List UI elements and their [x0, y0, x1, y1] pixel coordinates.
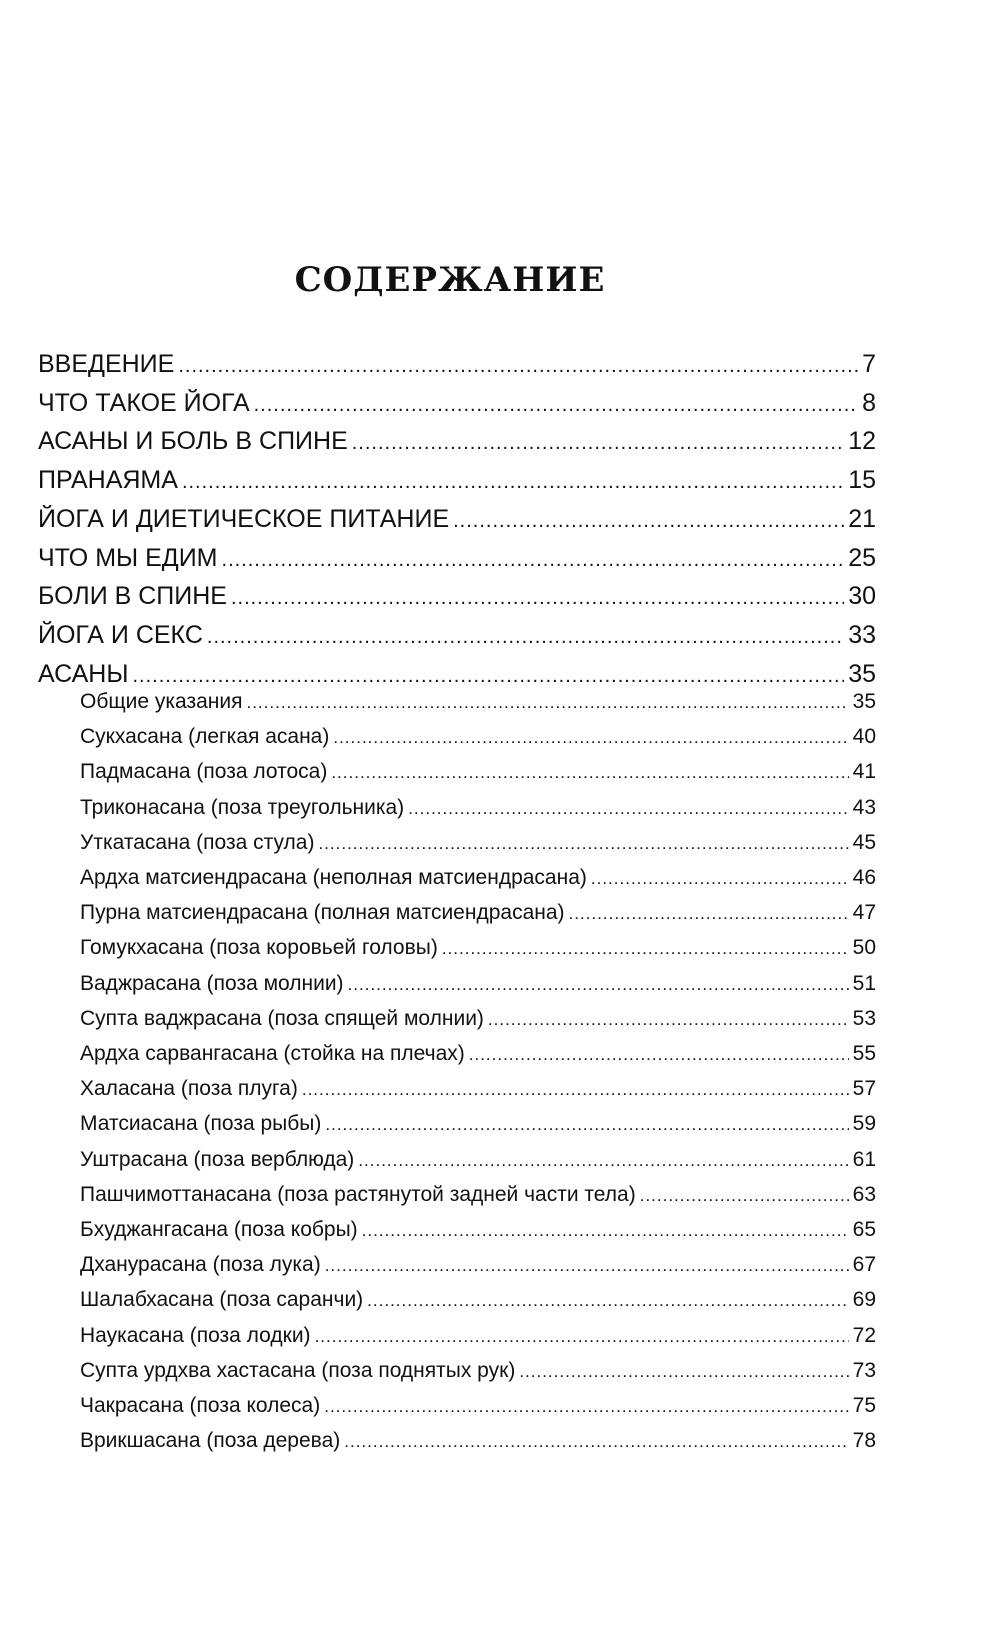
toc-chapter-entry[interactable]	[38, 389, 876, 423]
dot-leader	[348, 972, 849, 996]
dot-leader	[640, 1183, 849, 1207]
dot-leader	[469, 1042, 849, 1066]
toc-entry-label: Супта ваджрасана (поза спящей молнии)	[80, 1006, 484, 1030]
dot-leader	[331, 760, 848, 784]
toc-entry-label: Уштрасана (поза верблюда)	[80, 1147, 355, 1171]
toc-entry-label: Сукхасана (легкая асана)	[80, 725, 330, 749]
toc-entry-label: ВВЕДЕНИЕ	[38, 350, 175, 378]
toc-subsection-entry[interactable]	[80, 1359, 876, 1389]
toc-entry-label: Падмасана (поза лотоса)	[80, 760, 328, 784]
toc-entry-label: Ардха сарвангасана (стойка на плечах)	[80, 1042, 465, 1065]
toc-page-number: 33	[848, 620, 876, 649]
dot-leader	[352, 427, 844, 456]
toc-page-number: 41	[852, 760, 876, 784]
toc-chapter-entry[interactable]	[38, 660, 876, 694]
toc-subsection-entry[interactable]	[80, 1112, 876, 1142]
toc-entry-label: Гомукхасана (поза коровьей головы)	[80, 936, 438, 960]
toc-page-number: 43	[852, 795, 876, 819]
toc-entry-label: ЙОГА И СЕКС	[38, 620, 203, 649]
toc-entry-label: Чакрасана (поза колеса)	[80, 1394, 321, 1417]
toc-chapter-entry[interactable]	[38, 582, 876, 616]
toc-entry-label: ЙОГА И ДИЕТИЧЕСКОЕ ПИТАНИЕ	[38, 504, 450, 533]
dot-leader	[325, 1253, 849, 1277]
toc-entry-label: ПРАНАЯМА	[38, 466, 178, 495]
toc-page-number: 8	[862, 388, 876, 417]
dot-leader	[333, 725, 848, 749]
toc-page-number: 7	[862, 350, 876, 378]
toc-subsection-entry[interactable]	[80, 1324, 876, 1354]
toc-page-number: 25	[848, 543, 876, 572]
dot-leader	[231, 582, 844, 611]
toc-page-number: 46	[852, 866, 876, 889]
dot-leader	[315, 1324, 849, 1348]
toc-chapter-entry[interactable]	[38, 350, 876, 384]
toc-subsection-entry[interactable]	[80, 796, 876, 826]
dot-leader	[442, 936, 849, 960]
toc-entry-label: Бхуджангасана (поза кобры)	[80, 1218, 358, 1241]
page-title: СОДЕРЖАНИЕ	[294, 260, 606, 300]
toc-entry-label: Супта урдхва хастасана (поза поднятых рук)	[80, 1358, 516, 1382]
toc-entry-label: Ардха матсиендрасана (неполная матсиендрасана)	[80, 866, 587, 889]
toc-subsection-entry[interactable]	[80, 1429, 876, 1459]
toc-entry-label: Пурна матсиендрасана (полная матсиендрасана)	[80, 901, 565, 925]
dot-leader	[254, 389, 858, 418]
toc-entry-label: АСАНЫ	[38, 659, 129, 688]
dot-leader	[246, 690, 848, 714]
dot-leader	[207, 621, 844, 650]
toc-chapter-entry[interactable]	[38, 505, 876, 539]
dot-leader	[367, 1288, 848, 1312]
toc-subsection-entry[interactable]	[80, 936, 876, 966]
toc-page-number: 72	[852, 1323, 876, 1347]
toc-page-number: 45	[852, 830, 876, 854]
toc-subsection-entry[interactable]	[80, 1253, 876, 1283]
toc-page-number: 73	[852, 1358, 876, 1382]
dot-leader	[362, 1218, 849, 1242]
dot-leader	[358, 1148, 848, 1172]
toc-page-number: 47	[852, 901, 876, 925]
toc-subsection-entry[interactable]	[80, 901, 876, 931]
dot-leader	[453, 505, 844, 534]
toc-subsection-entry[interactable]	[80, 1394, 876, 1424]
toc-subsection-entry[interactable]	[80, 866, 876, 896]
toc-entry-label: Общие указания	[80, 690, 243, 713]
toc-page-number: 55	[852, 1042, 876, 1065]
toc-page-number: 30	[848, 582, 876, 611]
toc-subsection-entry[interactable]	[80, 1218, 876, 1248]
toc-chapter-entry[interactable]	[38, 466, 876, 500]
toc-page-number: 59	[852, 1112, 876, 1136]
toc-chapter-entry[interactable]	[38, 544, 876, 578]
dot-leader	[318, 831, 848, 855]
dot-leader	[344, 1429, 848, 1453]
dot-leader	[178, 350, 858, 379]
toc-entry-label: ЧТО ТАКОЕ ЙОГА	[38, 388, 250, 417]
toc-page-number: 15	[848, 466, 876, 495]
toc-page-number: 69	[852, 1288, 876, 1312]
toc-entry-label: Шалабхасана (поза саранчи)	[80, 1288, 364, 1312]
toc-page-number: 63	[852, 1182, 876, 1206]
toc-page-number: 57	[852, 1077, 876, 1101]
toc-subsection-entry[interactable]	[80, 1183, 876, 1213]
toc-chapter-entry[interactable]	[38, 621, 876, 655]
toc-entry-label: Ваджрасана (поза молнии)	[80, 971, 344, 995]
toc-subsection-entry[interactable]	[80, 690, 876, 720]
toc-chapter-entry[interactable]	[38, 427, 876, 461]
toc-subsection-entry[interactable]	[80, 831, 876, 861]
toc-entry-label: Халасана (поза плуга)	[80, 1077, 298, 1101]
dot-leader	[325, 1112, 848, 1136]
toc-entry-label: Уткатасана (поза стула)	[80, 830, 315, 854]
toc-entry-label: Матсиасана (поза рыбы)	[80, 1112, 322, 1136]
toc-page-number: 67	[852, 1253, 876, 1277]
dot-leader	[302, 1077, 849, 1101]
toc-subsection-entry[interactable]	[80, 725, 876, 755]
toc-entry-label: Наукасана (поза лодки)	[80, 1323, 311, 1347]
toc-entry-label: БОЛИ В СПИНЕ	[38, 582, 227, 611]
toc-subsection-entry[interactable]	[80, 1148, 876, 1178]
toc-page-number: 35	[852, 690, 876, 713]
dot-leader	[324, 1394, 848, 1418]
toc-page-number: 75	[852, 1394, 876, 1417]
toc-page-number: 21	[848, 504, 876, 533]
toc-entry-label: АСАНЫ И БОЛЬ В СПИНЕ	[38, 427, 348, 456]
toc-entry-label: Пашчимоттанасана (поза растянутой задней части тела)	[80, 1182, 636, 1206]
dot-leader	[519, 1359, 848, 1383]
toc-subsection-entry[interactable]	[80, 760, 876, 790]
toc-subsection-entry[interactable]	[80, 972, 876, 1002]
dot-leader	[488, 1007, 849, 1031]
dot-leader	[569, 901, 849, 925]
toc-page-number: 35	[848, 659, 876, 688]
toc-page-number: 12	[848, 427, 876, 456]
dot-leader	[408, 796, 848, 820]
toc-entry-label: Дханурасана (поза лука)	[80, 1253, 321, 1277]
toc-page-number: 40	[852, 725, 876, 749]
toc-subsection-entry[interactable]	[80, 1288, 876, 1318]
toc-page-number: 65	[852, 1218, 876, 1241]
toc-page-number: 78	[852, 1429, 876, 1453]
toc-page-number: 53	[852, 1006, 876, 1030]
toc-page-number: 51	[852, 971, 876, 995]
toc-subsection-entry[interactable]	[80, 1007, 876, 1037]
dot-leader	[182, 466, 844, 495]
toc-subsection-entry[interactable]	[80, 1077, 876, 1107]
toc-subsection-entry[interactable]	[80, 1042, 876, 1072]
toc-entry-label: ЧТО МЫ ЕДИМ	[38, 543, 218, 572]
dot-leader	[133, 660, 845, 689]
dot-leader	[222, 544, 845, 573]
toc-page-number: 61	[852, 1147, 876, 1171]
toc-entry-label: Триконасана (поза треугольника)	[80, 795, 405, 819]
dot-leader	[591, 866, 849, 890]
toc-entry-label: Врикшасана (поза дерева)	[80, 1429, 341, 1453]
toc-page-number: 50	[852, 936, 876, 960]
